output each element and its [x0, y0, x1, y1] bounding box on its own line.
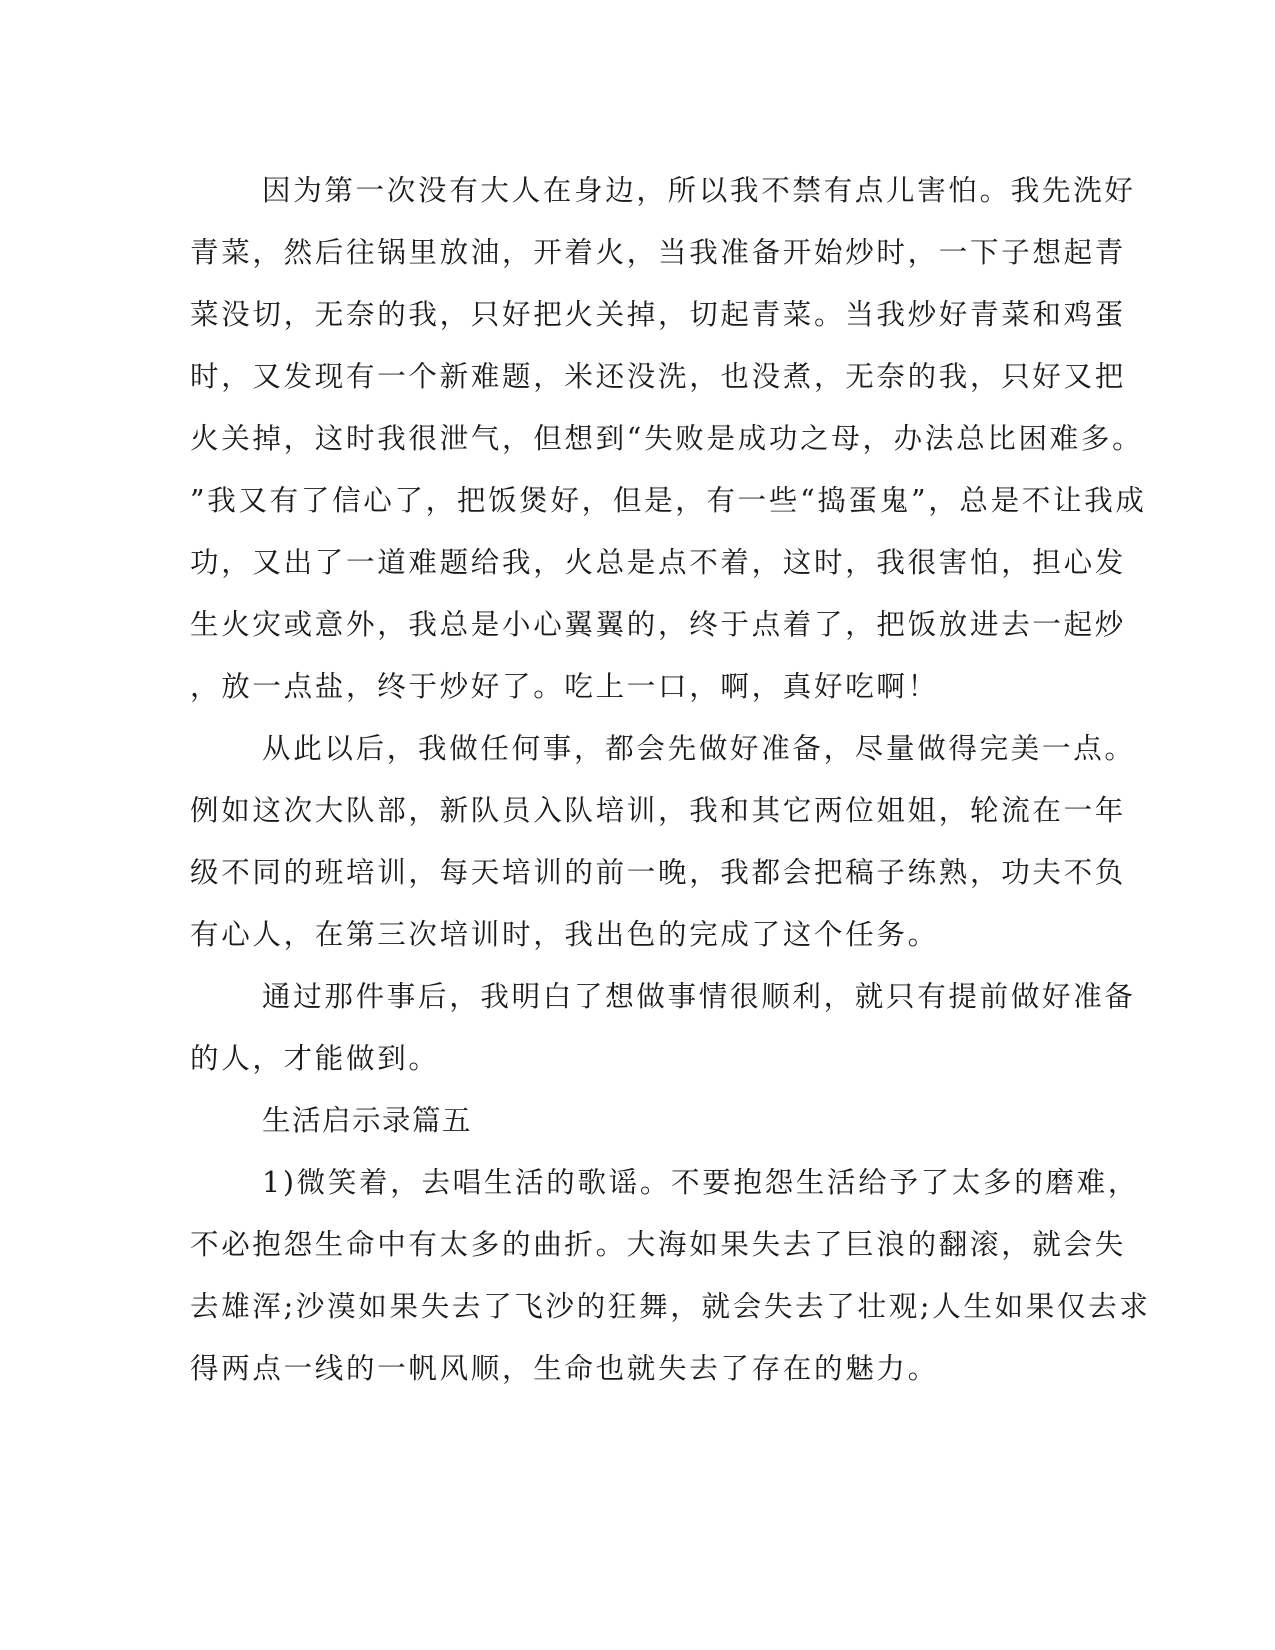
text-line: 的人，才能做到。 [190, 1042, 440, 1075]
text-line: 生火灾或意外，我总是小心翼翼的，终于点着了，把饭放进去一起炒 [190, 608, 1127, 641]
text-line: 菜没切，无奈的我，只好把火关掉，切起青菜。当我炒好青菜和鸡蛋 [190, 298, 1127, 331]
text-line: ，放一点盐，终于炒好了。吃上一口，啊，真好吃啊！ [190, 670, 939, 703]
text-line: 去雄浑;沙漠如果失去了飞沙的狂舞，就会失去了壮观;人生如果仅去求 [190, 1290, 1151, 1323]
text-line: ”我又有了信心了，把饭煲好，但是，有一些“捣蛋鬼”，总是不让我成 [190, 484, 1147, 517]
document-body [190, 160, 1151, 1400]
text-line: 从此以后，我做任何事，都会先做好准备，尽量做得完美一点。 [262, 732, 1136, 765]
paragraph-3 [190, 966, 1136, 1090]
section-heading: 生活启示录篇五 [262, 1104, 473, 1137]
text-line: 得两点一线的一帆风顺，生命也就失去了存在的魅力。 [190, 1352, 939, 1385]
text-line: 级不同的班培训，每天培训的前一晚，我都会把稿子练熟，功夫不负 [190, 856, 1127, 889]
text-line: 通过那件事后，我明白了想做事情很顺利，就只有提前做好准备 [262, 980, 1136, 1013]
text-line: 例如这次大队部，新队员入队培训，我和其它两位姐姐，轮流在一年 [190, 794, 1127, 827]
text-line: 青菜，然后往锅里放油，开着火，当我准备开始炒时，一下子想起青 [190, 236, 1127, 269]
text-line: 时，又发现有一个新难题，米还没洗，也没煮，无奈的我，只好又把 [190, 360, 1127, 393]
text-line: 火关掉，这时我很泄气，但想到“失败是成功之母，办法总比困难多。 [190, 422, 1144, 455]
text-line: 功，又出了一道难题给我，火总是点不着，这时，我很害怕，担心发 [190, 546, 1127, 579]
text-line: 有心人，在第三次培训时，我出色的完成了这个任务。 [190, 918, 939, 951]
paragraph-2 [190, 718, 1136, 966]
text-line: 因为第一次没有大人在身边，所以我不禁有点儿害怕。我先洗好 [262, 174, 1136, 207]
paragraph-1 [190, 160, 1147, 718]
text-line: 不必抱怨生命中有太多的曲折。大海如果失去了巨浪的翻滚，就会失 [190, 1228, 1127, 1261]
text-line: 1)微笑着，去唱生活的歌谣。不要抱怨生活给予了太多的磨难， [262, 1166, 1140, 1199]
paragraph-4 [190, 1152, 1151, 1400]
